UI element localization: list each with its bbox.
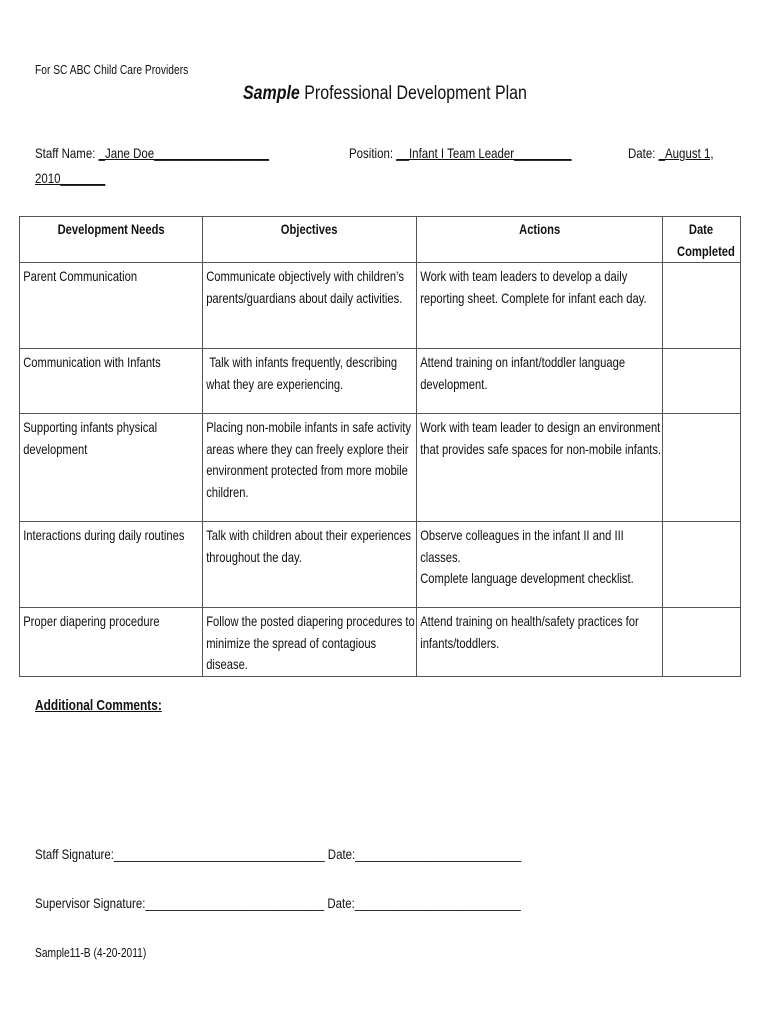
date-field [628,145,714,161]
table-row [20,522,741,608]
position-value: __Infant I Team Leader_________ [396,145,572,161]
development-plan-table [19,216,741,677]
objective-cell: Placing non-mobile infants in safe activity areas where they can freely explore their environment protected from more mobile children. [203,414,416,522]
date-completed-cell [662,349,740,414]
staff-signature-line: Staff Signature:_________________________________ Date:__________________________ [35,846,522,862]
additional-comments-label: Additional Comments: [35,698,162,714]
position-label: Position: [349,145,394,161]
title-emphasis: Sample [243,83,300,104]
header-objectives: Objectives [203,217,416,263]
need-cell: Interactions during daily routines [20,522,203,608]
date-completed-cell [662,522,740,608]
need-cell: Communication with Infants [20,349,203,414]
action-cell: Work with team leader to design an environment that provides safe spaces for non-mobile infants. [416,414,662,522]
table-row [20,608,741,677]
header-date-completed: Date Completed [662,217,740,263]
date-completed-cell [662,414,740,522]
table-row [20,414,741,522]
objective-cell: Talk with children about their experiences throughout the day. [203,522,416,608]
action-line: Complete language development checklist. [419,570,634,586]
action-cell: Attend training on infant/toddler language development. [416,349,662,414]
action-cell: Work with team leaders to develop a daily reporting sheet. Complete for infant each day. [416,263,662,349]
objective-cell: Talk with infants frequently, describing what they are experiencing. [203,349,416,414]
date-completed-cell [662,608,740,677]
table-row [20,263,741,349]
objective-cell: Follow the posted diapering procedures to minimize the spread of contagious disease. [203,608,416,677]
form-code: Sample11-B (4-20-2011) [35,946,147,960]
staff-name-field [35,145,269,161]
supervisor-signature-line: Supervisor Signature:____________________________ Date:__________________________ [35,895,521,911]
action-line: Observe colleagues in the infant II and III classes. [419,527,624,565]
title-rest: Professional Development Plan [299,83,527,104]
document-title [0,83,770,105]
need-cell: Supporting infants physical development [20,414,203,522]
header-actions: Actions [416,217,662,263]
date-value: _August 1, [658,145,714,161]
staff-name-label: Staff Name: [35,145,96,161]
need-cell: Proper diapering procedure [20,608,203,677]
objective-cell: Communicate objectively with children’s parents/guardians about daily activities. [203,263,416,349]
staff-name-value: _Jane Doe__________________ [98,145,270,161]
position-field [349,145,572,161]
date-year-value: 2010_______ [35,170,106,186]
need-cell: Parent Communication [20,263,203,349]
action-cell [416,522,662,608]
header-development-needs: Development Needs [20,217,203,263]
table-row [20,349,741,414]
provider-note: For SC ABC Child Care Providers [35,63,189,77]
date-completed-cell [662,263,740,349]
table-header-row [20,217,741,263]
action-cell: Attend training on health/safety practices for infants/toddlers. [416,608,662,677]
date-label: Date: [628,145,656,161]
